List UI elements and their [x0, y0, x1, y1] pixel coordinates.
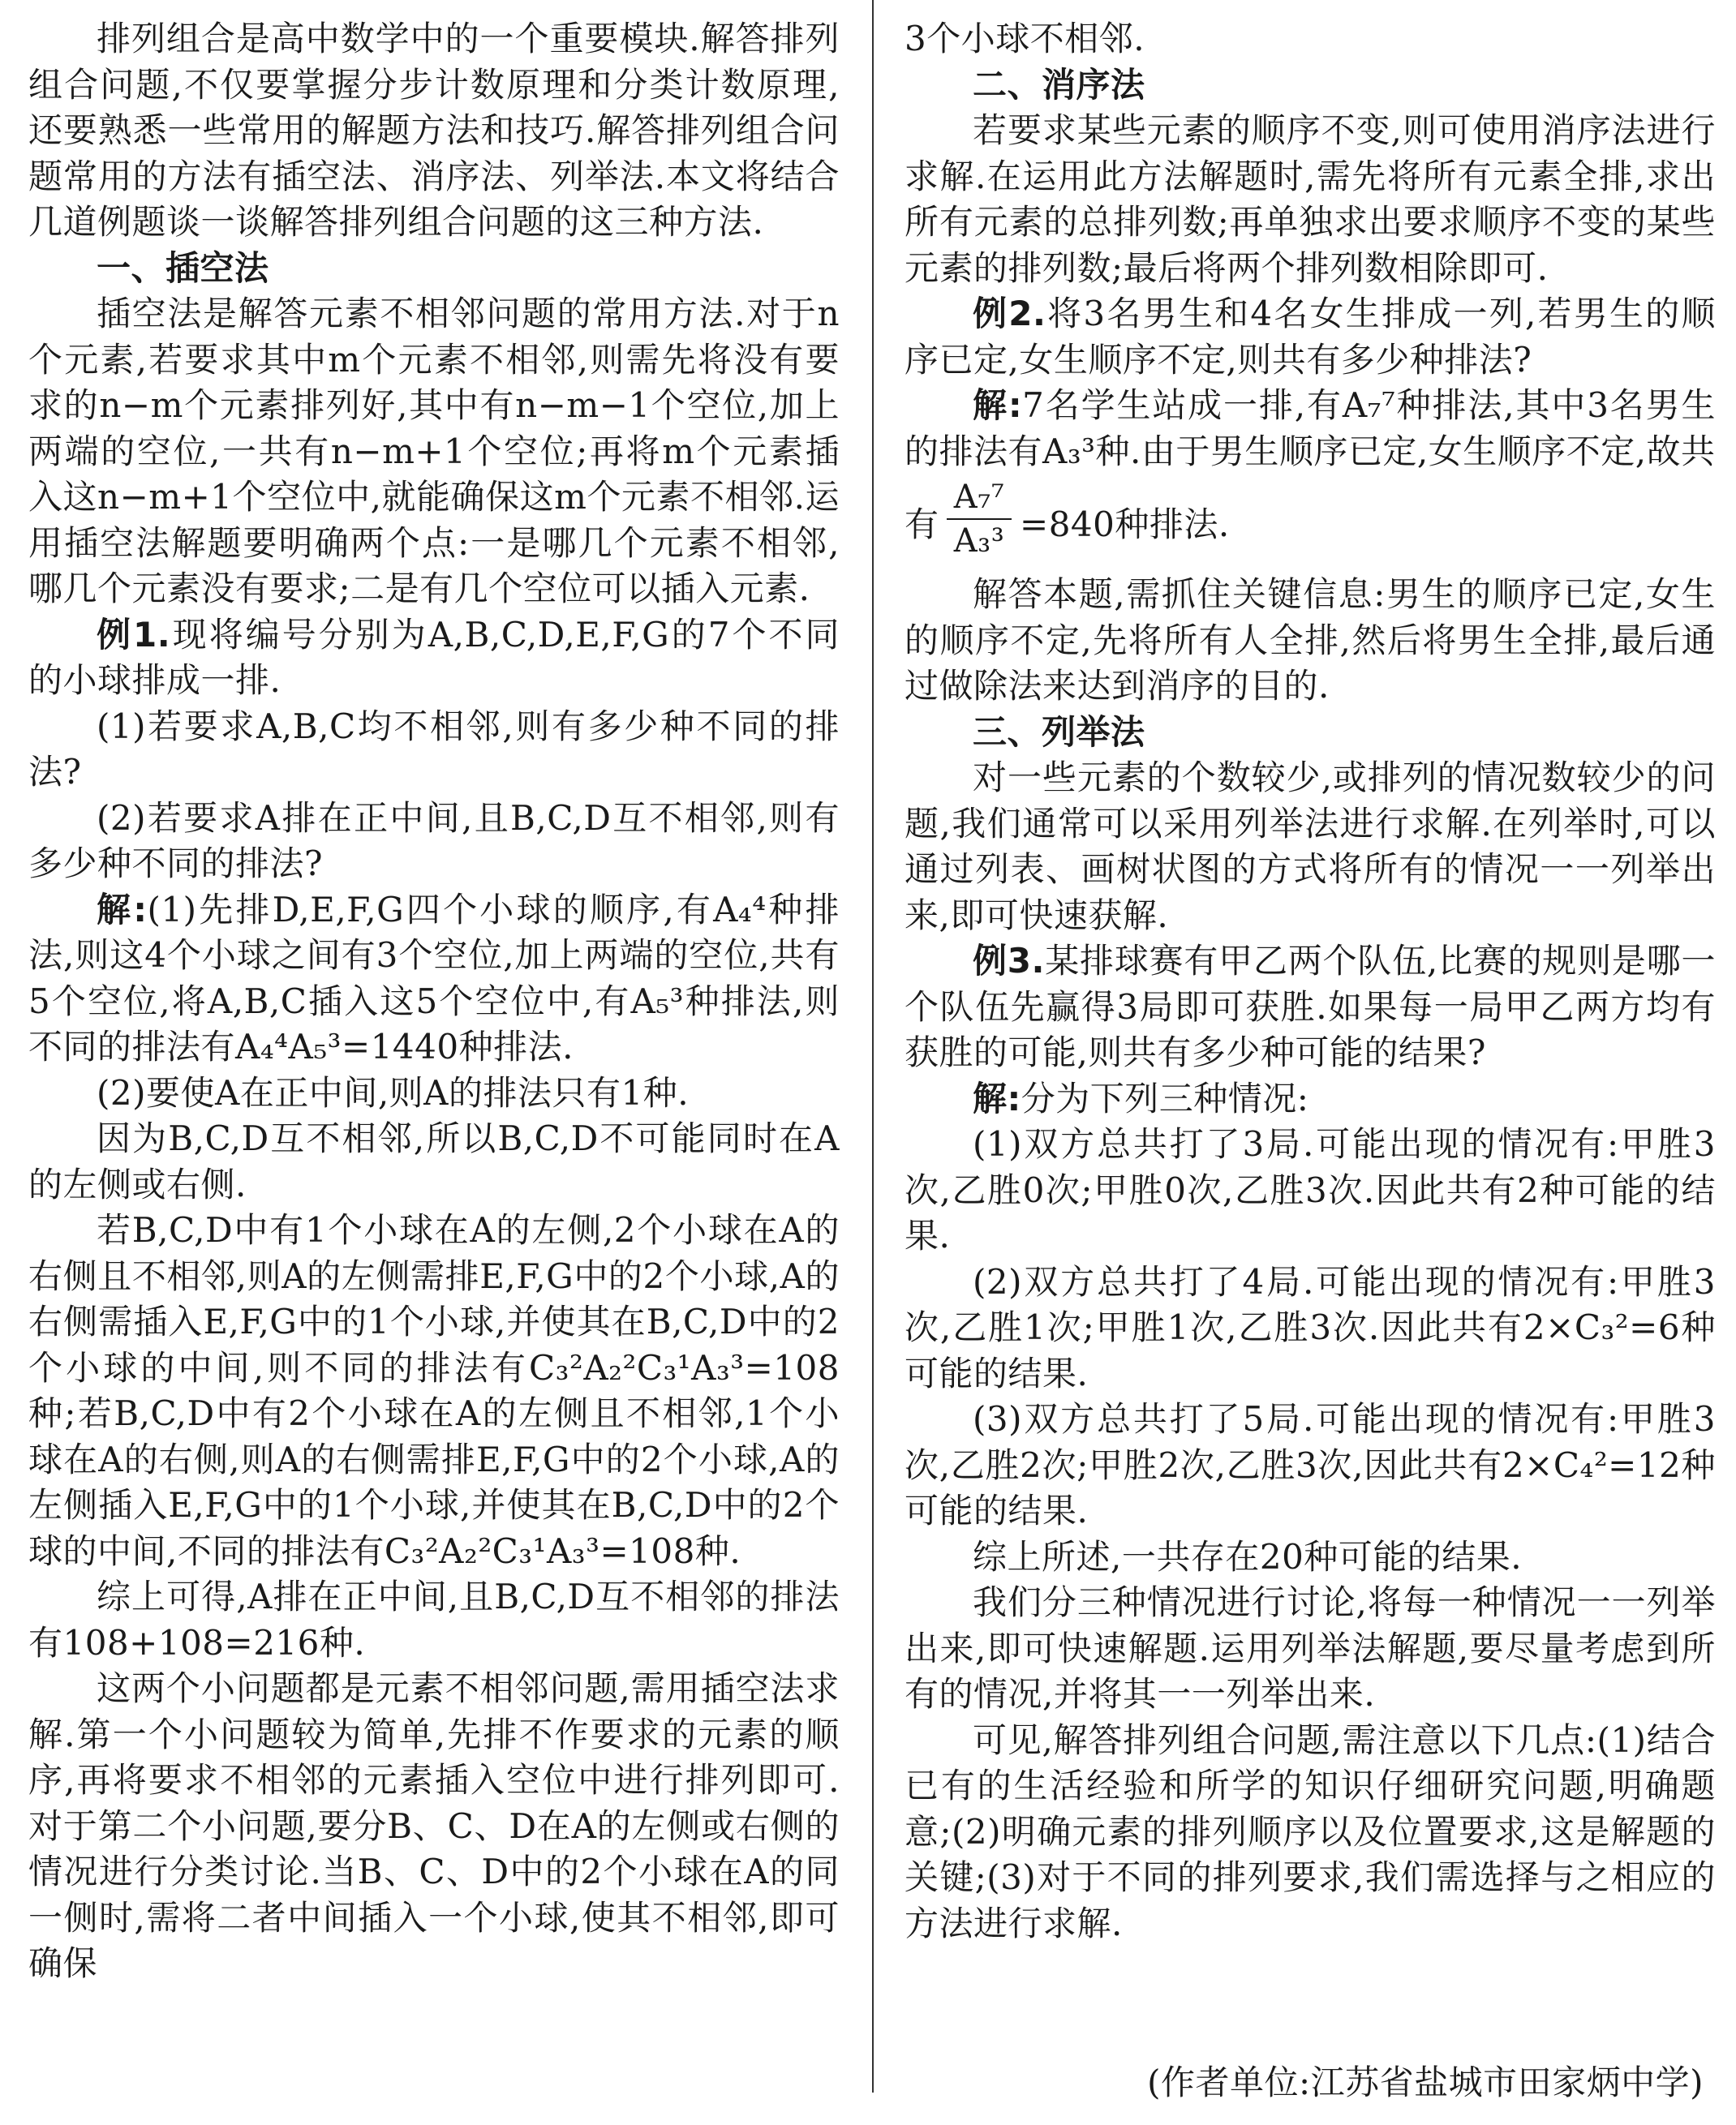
solution-1-part-2: (2)要使A在正中间,则A的排法只有1种.	[97, 1072, 690, 1113]
solution-2-fraction-line	[905, 474, 1716, 572]
solution-1-label: 解:	[97, 889, 148, 929]
author-affiliation: (作者单位:江苏省盐城市田家炳中学)	[1147, 2063, 1704, 2102]
insertion-method-paragraph: 插空法是解答元素不相邻问题的常用方法.对于n个元素,若要求其中m个元素不相邻,则需先将没有要求的n−m个元素排列好,其中有n−m−1个空位,加上两端的空位,一共有n−m+1个空位;再将m个元素插入这n−m+1个空位中,就能确保这m个元素不相邻.运用插空法解题要明确两个点:一是哪几个元素不相邻,哪几个元素没有要求;二是有几个空位可以插入元素.	[28, 294, 840, 608]
example-2-text: 将3名男生和4名女生排成一列,若男生的顺序已定,女生顺序不定,则共有多少种排法?	[905, 294, 1716, 380]
continued-text: 3个小球不相邻.	[905, 19, 1145, 58]
fraction	[947, 476, 1012, 562]
solution-2	[905, 383, 1716, 474]
section-heading-order-elimination-method: 二、消序法	[973, 64, 1145, 105]
solution-1-text: (1)先排D,E,F,G四个小球的顺序,有A₄⁴种排法,则这4个小球之间有3个空位,加上两端的空位,共有5个空位,将A,B,C插入这5个空位中,有A₅³种排法,则不同的排法有A₄⁴A₅³=1440种排法.	[28, 889, 840, 1067]
section-heading-enumeration-method: 三、列举法	[973, 711, 1145, 752]
fraction-numerator: A₇⁷	[947, 476, 1012, 520]
section-heading-insertion-method: 一、插空法	[97, 247, 269, 288]
solution-3-summary: 综上所述,一共存在20种可能的结果.	[973, 1536, 1523, 1577]
solution-2-label: 解:	[973, 385, 1023, 425]
left-column	[28, 16, 840, 1987]
solution-1-part-5: 综上可得,A排在正中间,且B,C,D互不相邻的排法有108+108=216种.	[28, 1577, 840, 1663]
solution-1-part-4: 若B,C,D中有1个小球在A的左侧,2个小球在A的右侧且不相邻,则A的左侧需排E,F,G中的2个小球,A的右侧需插入E,F,G中的1个小球,并使其在B,C,D中的2个小球的中间,则不同的排法有C₃²A₂²C₃¹A₃³=108种;若B,C,D中有2个小球在A的左侧且不相邻,1个小球在A的右侧,则A的右侧需排E,F,G中的2个小球,A的左侧插入E,F,G中的1个小球,并使其在B,C,D中的2个球的中间,不同的排法有C₃²A₂²C₃¹A₃³=108种.	[28, 1210, 840, 1571]
example-1	[28, 612, 840, 704]
fraction-result: =840种排法.	[1020, 504, 1230, 544]
solution-3-case-2: (2)双方总共打了4局.可能出现的情况有:甲胜3次,乙胜1次;甲胜1次,乙胜3次.因此共有2×C₃²=6种可能的结果.	[905, 1261, 1716, 1393]
conclusion-paragraph: 可见,解答排列组合问题,需注意以下几点:(1)结合已有的生活经验和所学的知识仔细研究问题,明确题意;(2)明确元素的排列顺序以及位置要求,这是解题的关键;(3)对于不同的排列要求,我们需选择与之相应的方法进行求解.	[905, 1719, 1716, 1943]
example-1-question-1: (1)若要求A,B,C均不相邻,则有多少种不同的排法?	[28, 706, 840, 792]
example-1-text: 现将编号分别为A,B,C,D,E,F,G的7个不同的小球排成一排.	[28, 614, 840, 700]
example-1-question-2: (2)若要求A排在正中间,且B,C,D互不相邻,则有多少种不同的排法?	[28, 797, 840, 883]
example-3-text: 某排球赛有甲乙两个队伍,比赛的规则是哪一个队伍先赢得3局即可获胜.如果每一局甲乙两方均有获胜的可能,则共有多少种可能的结果?	[905, 941, 1716, 1072]
example-2	[905, 291, 1716, 383]
fraction-prefix: 有	[905, 504, 939, 544]
solution-3	[905, 1076, 1716, 1123]
enumeration-summary-paragraph: 我们分三种情况进行讨论,将每一种情况一一列举出来,即可快速解题.运用列举法解题,要尽量考虑到所有的情况,并将其一一列举出来.	[905, 1582, 1716, 1714]
right-column	[905, 16, 1716, 1947]
insertion-summary-paragraph: 这两个小问题都是元素不相邻问题,需用插空法求解.第一个小问题较为简单,先排不作要求的元素的顺序,再将要求不相邻的元素插入空位中进行排列即可.对于第二个小问题,要分B、C、D在A的左侧或右侧的情况进行分类讨论.当B、C、D中的2个小球在A的同一侧时,需将二者中间插入一个小球,使其不相邻,即可确保	[28, 1668, 840, 1983]
enumeration-paragraph: 对一些元素的个数较少,或排列的情况数较少的问题,我们通常可以采用列举法进行求解.在列举时,可以通过列表、画树状图的方式将所有的情况一一列举出来,即可快速获解.	[905, 758, 1716, 935]
column-divider	[872, 0, 874, 2093]
example-2-label: 例2.	[973, 294, 1046, 333]
intro-paragraph: 排列组合是高中数学中的一个重要模块.解答排列组合问题,不仅要掌握分步计数原理和分类计数原理,还要熟悉一些常用的解题方法和技巧.解答排列组合问题常用的方法有插空法、消序法、列举法.本文将结合几道例题谈一谈解答排列组合问题的这三种方法.	[28, 19, 840, 242]
solution-3-text: 分为下列三种情况:	[1021, 1078, 1309, 1118]
solution-3-case-3: (3)双方总共打了5局.可能出现的情况有:甲胜3次,乙胜2次;甲胜2次,乙胜3次,因此共有2×C₄²=12种可能的结果.	[905, 1399, 1716, 1530]
order-elimination-paragraph: 若要求某些元素的顺序不变,则可使用消序法进行求解.在运用此方法解题时,需先将所有元素全排,求出所有元素的总排列数;再单独求出要求顺序不变的某些元素的排列数;最后将两个排列数相除即可.	[905, 110, 1716, 288]
example-3-label: 例3.	[973, 941, 1045, 981]
fraction-denominator: A₃³	[953, 522, 1005, 560]
solution-3-case-1: (1)双方总共打了3局.可能出现的情况有:甲胜3次,乙胜0次;甲胜0次,乙胜3次.因此共有2种可能的结果.	[905, 1124, 1716, 1256]
solution-2-text: 7名学生站成一排,有A₇⁷种排法,其中3名男生的排法有A₃³种.由于男生顺序已定,女生顺序不定,故共	[905, 385, 1716, 471]
order-elimination-summary: 解答本题,需抓住关键信息:男生的顺序已定,女生的顺序不定,先将所有人全排,然后将男生全排,最后通过做除法来达到消序的目的.	[905, 574, 1716, 706]
solution-1-part-3: 因为B,C,D互不相邻,所以B,C,D不可能同时在A的左侧或右侧.	[28, 1118, 840, 1204]
solution-3-label: 解:	[973, 1078, 1021, 1118]
solution-1	[28, 887, 840, 1071]
example-3	[905, 938, 1716, 1076]
example-1-label: 例1.	[97, 614, 171, 655]
